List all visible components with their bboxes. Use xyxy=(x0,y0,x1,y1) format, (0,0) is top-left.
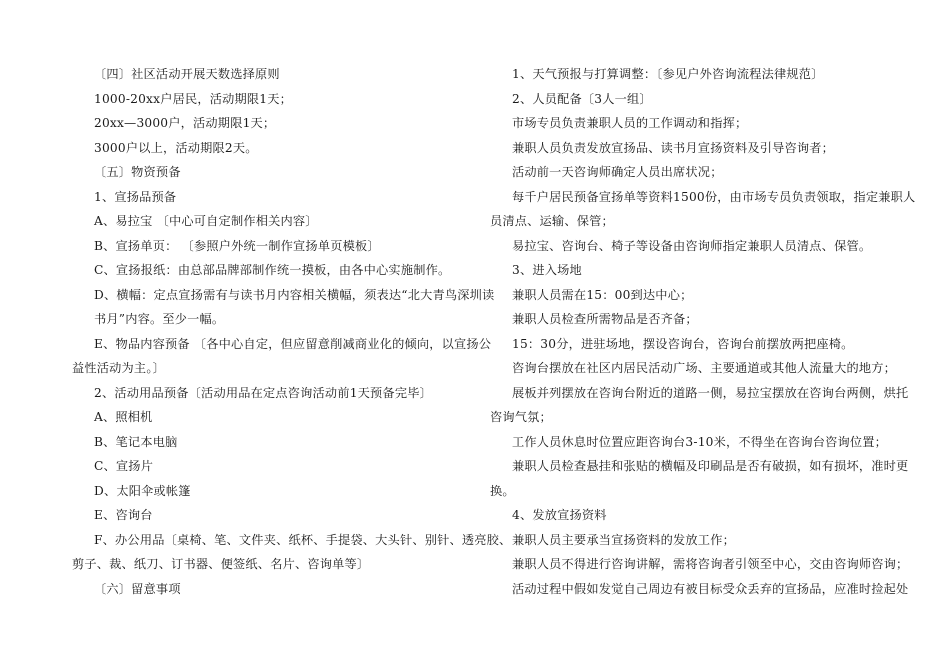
text-line: A、易拉宝 〔中心可自定制作相关内容〕 xyxy=(94,214,318,228)
text-line: D、横幅：定点宣扬需有与读书月内容相关横幅，须表达“北大青鸟深圳读 xyxy=(94,287,495,302)
text-line: 展板并列摆放在咨询台附近的道路一侧，易拉宝摆放在咨询台两侧，烘托 xyxy=(512,385,909,400)
text-line: 4、发放宣扬资料 xyxy=(512,508,607,522)
text-line: 每千户居民预备宣扬单等资料1500份，由市场专员负责领取，指定兼职人 xyxy=(512,189,916,204)
text-line: 1000-20xx户居民，活动期限1天； xyxy=(94,91,293,106)
text-line: 书月”内容。至少一幅。 xyxy=(94,312,225,326)
right-column xyxy=(490,62,916,601)
text-line: 15：30分，进驻场地，摆设咨询台，咨询台前摆放两把座椅。 xyxy=(512,336,854,351)
text-line: E、咨询台 xyxy=(94,508,153,522)
text-line: 3000户以上，活动期限2天。 xyxy=(94,140,258,155)
text-line: A、照相机 xyxy=(94,410,153,424)
left-column xyxy=(72,62,512,601)
text-line: 兼职人员检查所需物品是否齐备； xyxy=(512,312,698,326)
text-line: B、笔记本电脑 xyxy=(94,434,178,449)
text-line: 市场专员负责兼职人员的工作调动和指挥； xyxy=(512,116,748,130)
heading-line: 〔四〕社区活动开展天数选择原则 xyxy=(94,67,280,81)
text-line: F、办公用品〔桌椅、笔、文件夹、纸杯、手提袋、大头针、别针、透亮胶、 xyxy=(94,532,512,547)
text-line: 益性活动为主。〕 xyxy=(72,361,165,375)
text-line: 活动前一天咨询师确定人员出席状况； xyxy=(512,165,723,179)
text-line: D、太阳伞或帐篷 xyxy=(94,483,191,498)
text-line: 活动过程中假如发觉自己周边有被目标受众丢弃的宣扬品，应准时捡起处 xyxy=(512,581,909,596)
text-line: E、物品内容预备 〔各中心自定，但应留意削减商业化的倾向，以宣扬公 xyxy=(94,336,492,351)
text-line: 剪子、裁、纸刀、订书器、便签纸、名片、咨询单等〕 xyxy=(72,557,370,571)
text-line: C、宣扬片 xyxy=(94,459,154,473)
heading-line: 〔六〕留意事项 xyxy=(94,581,181,596)
text-line: 员清点、运输、保管； xyxy=(490,214,614,228)
text-line: 兼职人员不得进行咨询讲解，需将咨询者引领至中心，交由咨询师咨询； xyxy=(512,557,909,571)
text-line: 咨询气氛； xyxy=(490,410,552,424)
text-line: 3、进入场地 xyxy=(512,263,582,277)
text-line: 换。 xyxy=(490,483,515,498)
text-line: 兼职人员需在15：00到达中心； xyxy=(512,287,693,302)
text-line: 1、宣扬品预备 xyxy=(94,189,177,204)
text-line: 兼职人员负责发放宣扬品、读书月宣扬资料及引导咨询者； xyxy=(512,140,835,155)
text-line: 兼职人员主要承当宣扬资料的发放工作； xyxy=(512,532,735,547)
heading-line: 〔五〕物资预备 xyxy=(94,165,181,179)
text-line: 2、人员配备〔3人一组〕 xyxy=(512,91,652,106)
text-line: 工作人员休息时位置应距咨询台3-10米，不得坐在咨询台咨询位置； xyxy=(512,434,888,449)
text-line: 兼职人员检查悬挂和张贴的横幅及印刷品是否有破损，如有损坏，准时更 xyxy=(512,459,909,473)
text-line: 1、天气预报与打算调整：〔参见户外咨询流程法律规范〕 xyxy=(512,67,824,81)
text-line: 易拉宝、咨询台、椅子等设备由咨询师指定兼职人员清点、保管。 xyxy=(512,238,872,253)
text-line: 20xx—3000户，活动期限1天； xyxy=(94,116,276,130)
text-line: B、宣扬单页： 〔参照户外统一制作宣扬单页模板〕 xyxy=(94,238,380,253)
text-line: C、宣扬报纸：由总部品牌部制作统一摸板，由各中心实施制作。 xyxy=(94,263,451,277)
text-line: 2、活动用品预备〔活动用品在定点咨询活动前1天预备完毕〕 xyxy=(94,385,432,400)
text-line: 咨询台摆放在社区内居民活动广场、主要通道或其他人流量大的地方； xyxy=(512,361,897,375)
